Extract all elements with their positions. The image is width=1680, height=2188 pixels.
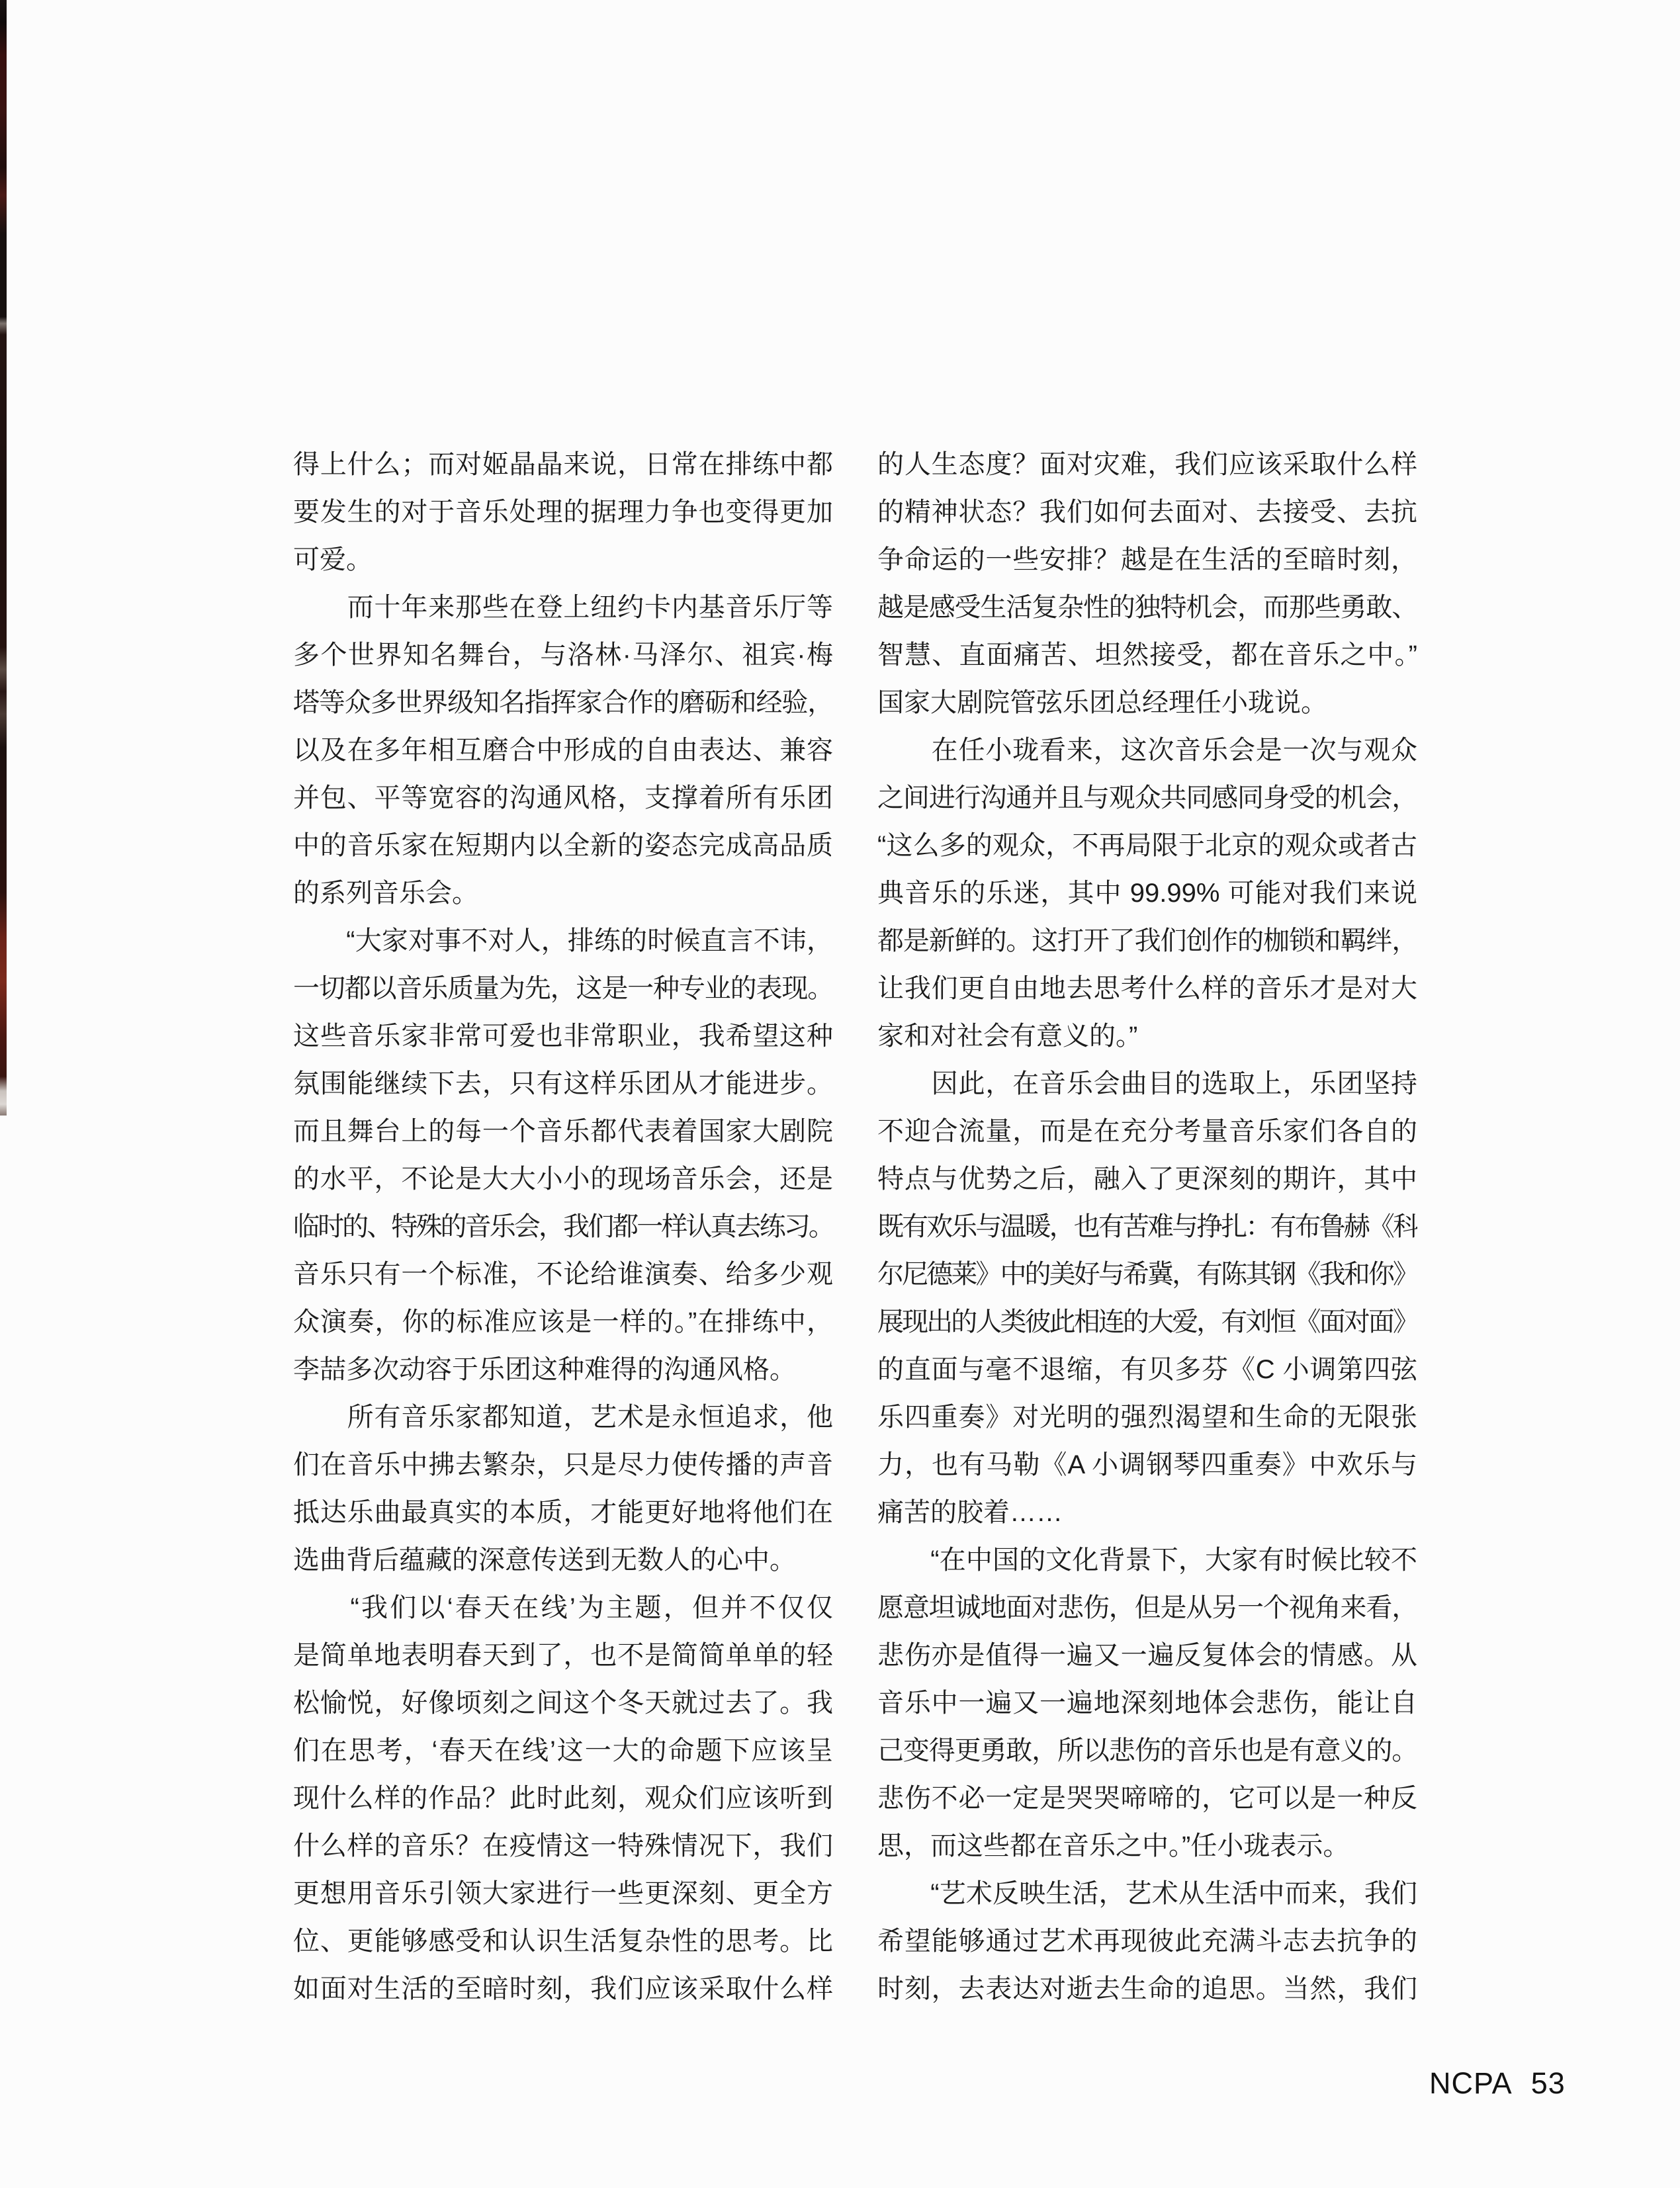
text-line: 因此，在音乐会曲目的选取上，乐团坚持 <box>877 1069 1417 1098</box>
text-line: “我们以‘春天在线’为主题，但并不仅仅 <box>293 1593 833 1622</box>
text-line: 选曲背后蕴藏的深意传送到无数人的心中。 <box>293 1546 796 1575</box>
text-line: 争命运的一些安排？越是在生活的至暗时刻， <box>877 545 1417 574</box>
text-line: 国家大剧院管弦乐团总经理任小珑说。 <box>877 688 1327 717</box>
text-line: 李喆多次动容于乐团这种难得的沟通风格。 <box>293 1355 796 1384</box>
text-line: 音乐只有一个标准，不论给谁演奏、给多少观 <box>293 1260 833 1289</box>
text-line: 特点与优势之后，融入了更深刻的期许，其中 <box>877 1164 1417 1194</box>
text-line: 希望能够通过艺术再现彼此充满斗志去抗争的 <box>877 1927 1417 1956</box>
text-line: 多个世界知名舞台，与洛林·马泽尔、祖宾·梅 <box>293 640 833 670</box>
text-line: 尔尼德莱》中的美好与希冀，有陈其钢《我和你》 <box>877 1260 1417 1289</box>
text-line: 们在思考，‘春天在线’这一大的命题下应该呈 <box>293 1736 833 1765</box>
text-line: 乐四重奏》对光明的强烈渴望和生命的无限张 <box>877 1403 1417 1432</box>
magazine-name: NCPA <box>1429 2066 1513 2100</box>
text-line: 典音乐的乐迷，其中 99.99% 可能对我们来说 <box>877 879 1417 908</box>
text-line: 悲伤不必一定是哭哭啼啼的，它可以是一种反 <box>877 1784 1417 1813</box>
text-line: 力，也有马勒《A 小调钢琴四重奏》中欢乐与 <box>877 1450 1417 1479</box>
text-line: 之间进行沟通并且与观众共同感同身受的机会， <box>877 783 1417 812</box>
text-line: 们在音乐中拂去繁杂，只是尽力使传播的声音 <box>293 1450 833 1479</box>
text-line: 而十年来那些在登上纽约卡内基音乐厅等 <box>293 593 833 622</box>
text-line: 现什么样的作品？此时此刻，观众们应该听到 <box>293 1784 833 1813</box>
text-line: 可爱。 <box>293 545 373 574</box>
article-column-right <box>877 441 1417 2013</box>
text-line: 智慧、直面痛苦、坦然接受，都在音乐之中。” <box>877 640 1417 670</box>
text-line: 越是感受生活复杂性的独特机会，而那些勇敢、 <box>877 593 1417 622</box>
text-line: 时刻，去表达对逝去生命的追思。当然，我们 <box>877 1974 1417 2003</box>
text-line: 而且舞台上的每一个音乐都代表着国家大剧院 <box>293 1117 833 1146</box>
text-line: “艺术反映生活，艺术从生活中而来，我们 <box>877 1879 1417 1908</box>
text-line: 的直面与毫不退缩，有贝多芬《C 小调第四弦 <box>877 1355 1417 1384</box>
text-line: 要发生的对于音乐处理的据理力争也变得更加 <box>293 498 833 527</box>
text-line: 中的音乐家在短期内以全新的姿态完成高品质 <box>293 831 833 860</box>
text-line: 家和对社会有意义的。” <box>877 1022 1138 1051</box>
article-column-left <box>293 441 833 2013</box>
text-line: 痛苦的胶着…… <box>877 1498 1063 1527</box>
text-line: 的系列音乐会。 <box>293 879 478 908</box>
text-line: “这么多的观众，不再局限于北京的观众或者古 <box>877 831 1417 860</box>
text-line: 不迎合流量，而是在充分考量音乐家们各自的 <box>877 1117 1417 1146</box>
text-line: 音乐中一遍又一遍地深刻地体会悲伤，能让自 <box>877 1688 1417 1718</box>
text-line: 悲伤亦是值得一遍又一遍反复体会的情感。从 <box>877 1641 1417 1670</box>
text-line: 既有欢乐与温暖，也有苦难与挣扎：有布鲁赫《科 <box>877 1212 1417 1241</box>
text-line: 展现出的人类彼此相连的大爱，有刘恒《面对面》 <box>877 1307 1417 1336</box>
text-line: 所有音乐家都知道，艺术是永恒追求，他 <box>293 1403 833 1432</box>
text-line: 氛围能继续下去，只有这样乐团从才能进步。 <box>293 1069 833 1098</box>
text-line: 的精神状态？我们如何去面对、去接受、去抗 <box>877 498 1417 527</box>
text-line: 愿意坦诚地面对悲伤，但是从另一个视角来看， <box>877 1593 1417 1622</box>
text-line: 在任小珑看来，这次音乐会是一次与观众 <box>877 736 1417 765</box>
text-line: 临时的、特殊的音乐会，我们都一样认真去练习。 <box>293 1212 833 1241</box>
text-line: 一切都以音乐质量为先，这是一种专业的表现。 <box>293 974 833 1003</box>
text-line: 抵达乐曲最真实的本质，才能更好地将他们在 <box>293 1498 833 1527</box>
text-line: 松愉悦，好像顷刻之间这个冬天就过去了。我 <box>293 1688 833 1718</box>
text-line: 是简单地表明春天到了，也不是简简单单的轻 <box>293 1641 833 1670</box>
text-line: 更想用音乐引领大家进行一些更深刻、更全方 <box>293 1879 833 1908</box>
page-number: 53 <box>1530 2066 1566 2100</box>
text-line: 都是新鲜的。这打开了我们创作的枷锁和羁绊， <box>877 926 1417 955</box>
text-line: 如面对生活的至暗时刻，我们应该采取什么样 <box>293 1974 833 2003</box>
text-line: 得上什么；而对姬晶晶来说，日常在排练中都 <box>293 450 833 479</box>
text-line: 以及在多年相互磨合中形成的自由表达、兼容 <box>293 736 833 765</box>
text-line: “在中国的文化背景下，大家有时候比较不 <box>877 1546 1417 1575</box>
text-line: 什么样的音乐？在疫情这一特殊情况下，我们 <box>293 1831 833 1860</box>
photo-strip <box>0 0 7 1116</box>
text-line: 并包、平等宽容的沟通风格，支撑着所有乐团 <box>293 783 833 812</box>
text-line: 的水平，不论是大大小小的现场音乐会，还是 <box>293 1164 833 1194</box>
text-line: 己变得更勇敢，所以悲伤的音乐也是有意义的。 <box>877 1736 1417 1765</box>
text-line: 众演奏，你的标准应该是一样的。”在排练中， <box>293 1307 833 1336</box>
text-line: 让我们更自由地去思考什么样的音乐才是对大 <box>877 974 1417 1003</box>
text-line: 这些音乐家非常可爱也非常职业，我希望这种 <box>293 1022 833 1051</box>
text-line: 位、更能够感受和认识生活复杂性的思考。比 <box>293 1927 833 1956</box>
text-line: “大家对事不对人，排练的时候直言不讳， <box>293 926 833 955</box>
text-line: 塔等众多世界级知名指挥家合作的磨砺和经验， <box>293 688 833 717</box>
text-line: 的人生态度？面对灾难，我们应该采取什么样 <box>877 450 1417 479</box>
page-folio <box>1429 2068 1566 2098</box>
text-line: 思，而这些都在音乐之中。”任小珑表示。 <box>877 1831 1350 1860</box>
